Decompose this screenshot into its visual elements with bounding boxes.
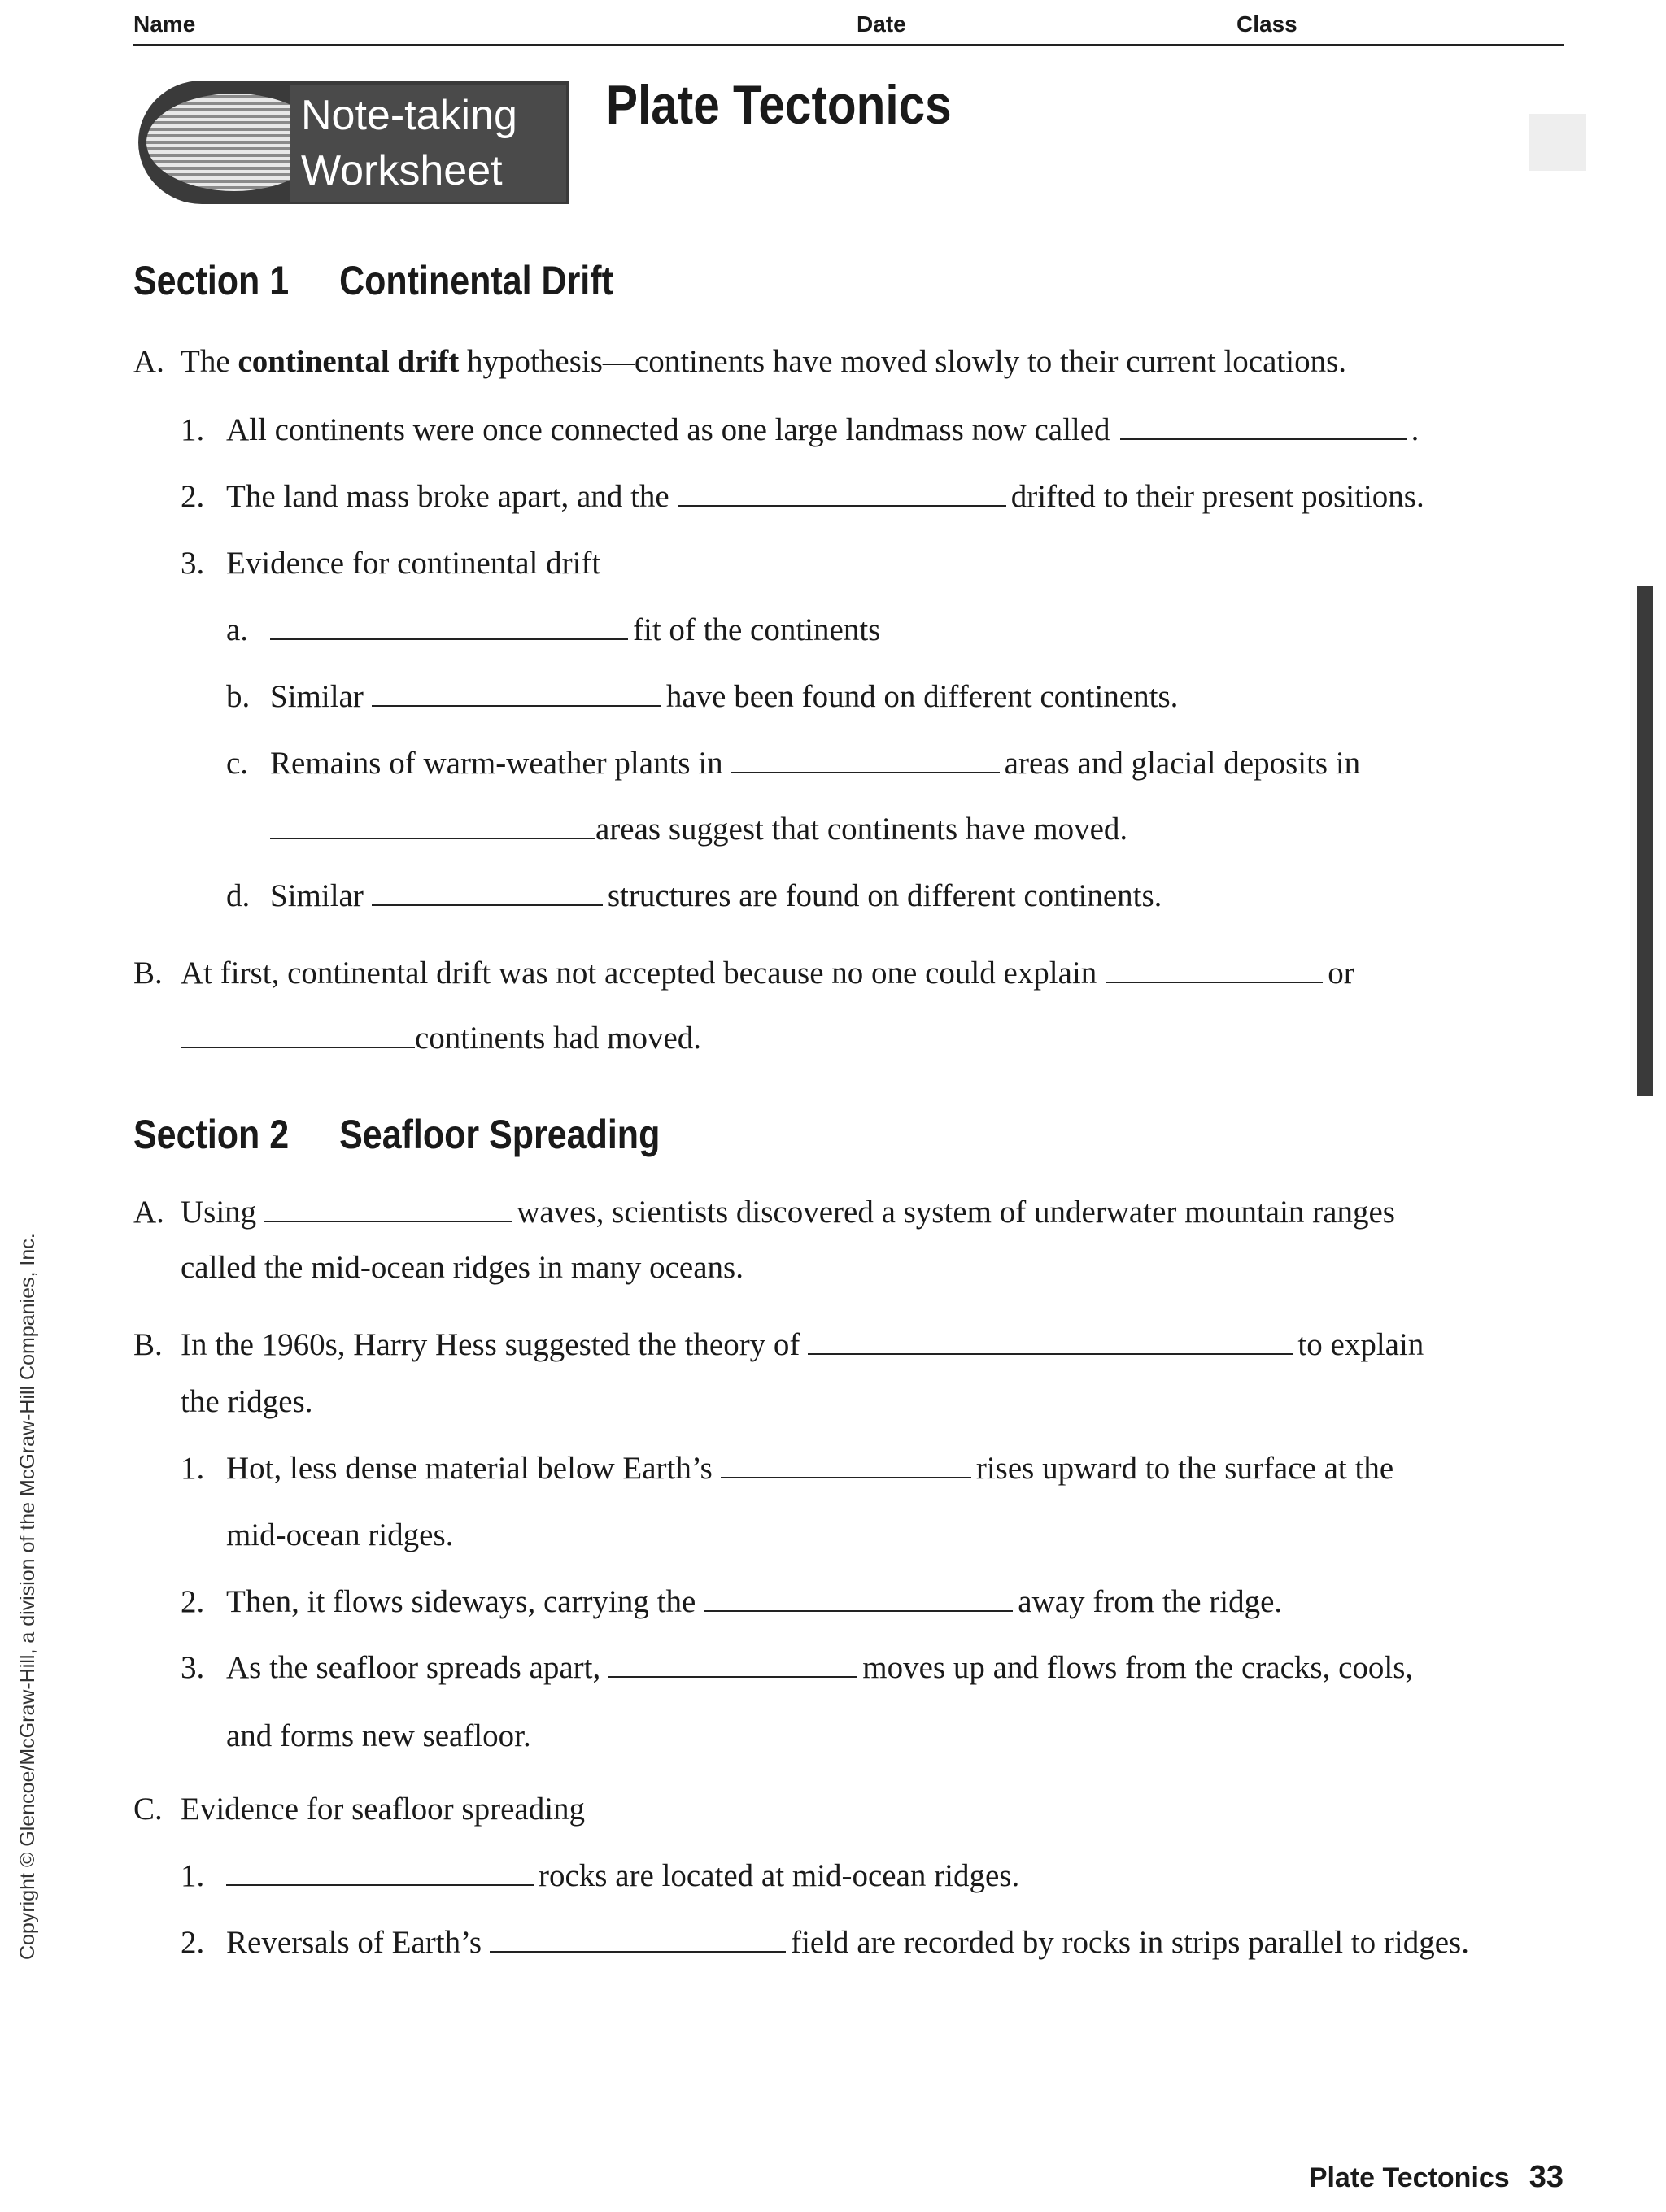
blank-why[interactable] (181, 1019, 415, 1048)
s2-item-B1-line2: mid-ocean ridges. (226, 1517, 454, 1552)
blank-how[interactable] (1106, 954, 1323, 983)
class-label: Class (1236, 11, 1297, 37)
s2-item-B3-line2: and forms new seafloor. (226, 1718, 531, 1753)
badge-line-1: Note-taking (301, 92, 517, 139)
s2-item-A: A. Using waves, scientists discovered a system of underwater mountain ranges (133, 1195, 1395, 1230)
s1-item-A1: 1. All continents were once connected as one large landmass now called . (181, 412, 1420, 447)
page-title: Plate Tectonics (606, 74, 952, 136)
blank-sound[interactable] (264, 1193, 512, 1222)
blank-warm[interactable] (270, 810, 595, 839)
s1-item-B: B. At first, continental drift was not accepted because no one could explain or (133, 956, 1354, 991)
date-label: Date (857, 11, 906, 37)
section1-number: Section 1 (133, 258, 290, 303)
section1-name: Continental Drift (339, 258, 613, 303)
s2-item-B3: 3. As the seafloor spreads apart, moves up and flows from the cracks, cools, (181, 1650, 1414, 1685)
blank-magma[interactable] (608, 1648, 857, 1678)
blank-fossils[interactable] (372, 677, 661, 707)
s1-item-b: b. Similar have been found on different continents. (226, 679, 1179, 714)
s2-item-C: C. Evidence for seafloor spreading (133, 1792, 586, 1827)
blank-pangaea[interactable] (1120, 411, 1407, 440)
header-rule (133, 44, 1564, 46)
s1-item-B-line2: continents had moved. (181, 1019, 701, 1058)
s2-item-A-line2: called the mid-ocean ridges in many oceans. (181, 1250, 744, 1285)
s2-item-B-line2: the ridges. (181, 1384, 313, 1419)
section2-heading (133, 1111, 660, 1158)
blank-puzzle-like[interactable] (270, 611, 628, 640)
blank-continents[interactable] (678, 477, 1006, 507)
s2-item-B2: 2. Then, it flows sideways, carrying the away from the ridge. (181, 1584, 1283, 1619)
blank-rock[interactable] (372, 877, 603, 906)
s1-item-c-line2: areas suggest that continents have moved. (270, 810, 1127, 849)
s1-item-A2: 2. The land mass broke apart, and the drifted to their present positions. (181, 479, 1424, 514)
badge-line-2: Worksheet (301, 147, 503, 194)
s2-item-B: B. In the 1960s, Harry Hess suggested the theory of to explain (133, 1327, 1424, 1362)
s1-item-c: c. Remains of warm-weather plants in areas and glacial deposits in (226, 746, 1361, 781)
blank-crust[interactable] (721, 1449, 971, 1478)
show-through-shadow (1529, 114, 1586, 171)
blank-seafloor-spreading[interactable] (808, 1326, 1293, 1355)
copyright-notice: Copyright © Glencoe/McGraw-Hill, a division of the McGraw-Hill Companies, Inc. (16, 1233, 39, 1960)
page-number: 33 (1529, 2160, 1564, 2194)
s1-item-d: d. Similar structures are found on different continents. (226, 878, 1162, 913)
section2-name: Seafloor Spreading (339, 1112, 661, 1157)
footer-title: Plate Tectonics (1308, 2162, 1510, 2193)
blank-cold[interactable] (731, 744, 1000, 773)
name-label: Name (133, 11, 196, 37)
page-edge-bar (1637, 586, 1653, 1096)
worksheet-badge (290, 85, 566, 202)
s1-item-A: A. The continental drift hypothesis—continents have moved slowly to their current locations. (133, 344, 1347, 379)
section2-number: Section 2 (133, 1112, 290, 1157)
s1-item-A3: 3. Evidence for continental drift (181, 546, 601, 581)
section1-heading (133, 257, 613, 304)
blank-magnetic[interactable] (490, 1923, 786, 1953)
page-footer (1309, 2160, 1564, 2195)
blank-seafloor[interactable] (704, 1583, 1013, 1612)
blank-young[interactable] (226, 1857, 534, 1886)
s1-item-a: a. fit of the continents (226, 612, 881, 647)
s2-item-B1: 1. Hot, less dense material below Earth’s rises upward to the surface at the (181, 1451, 1394, 1486)
s2-item-C2: 2. Reversals of Earth’s field are recorded by rocks in strips parallel to ridges. (181, 1925, 1469, 1960)
s2-item-C1: 1. rocks are located at mid-ocean ridges. (181, 1858, 1020, 1893)
